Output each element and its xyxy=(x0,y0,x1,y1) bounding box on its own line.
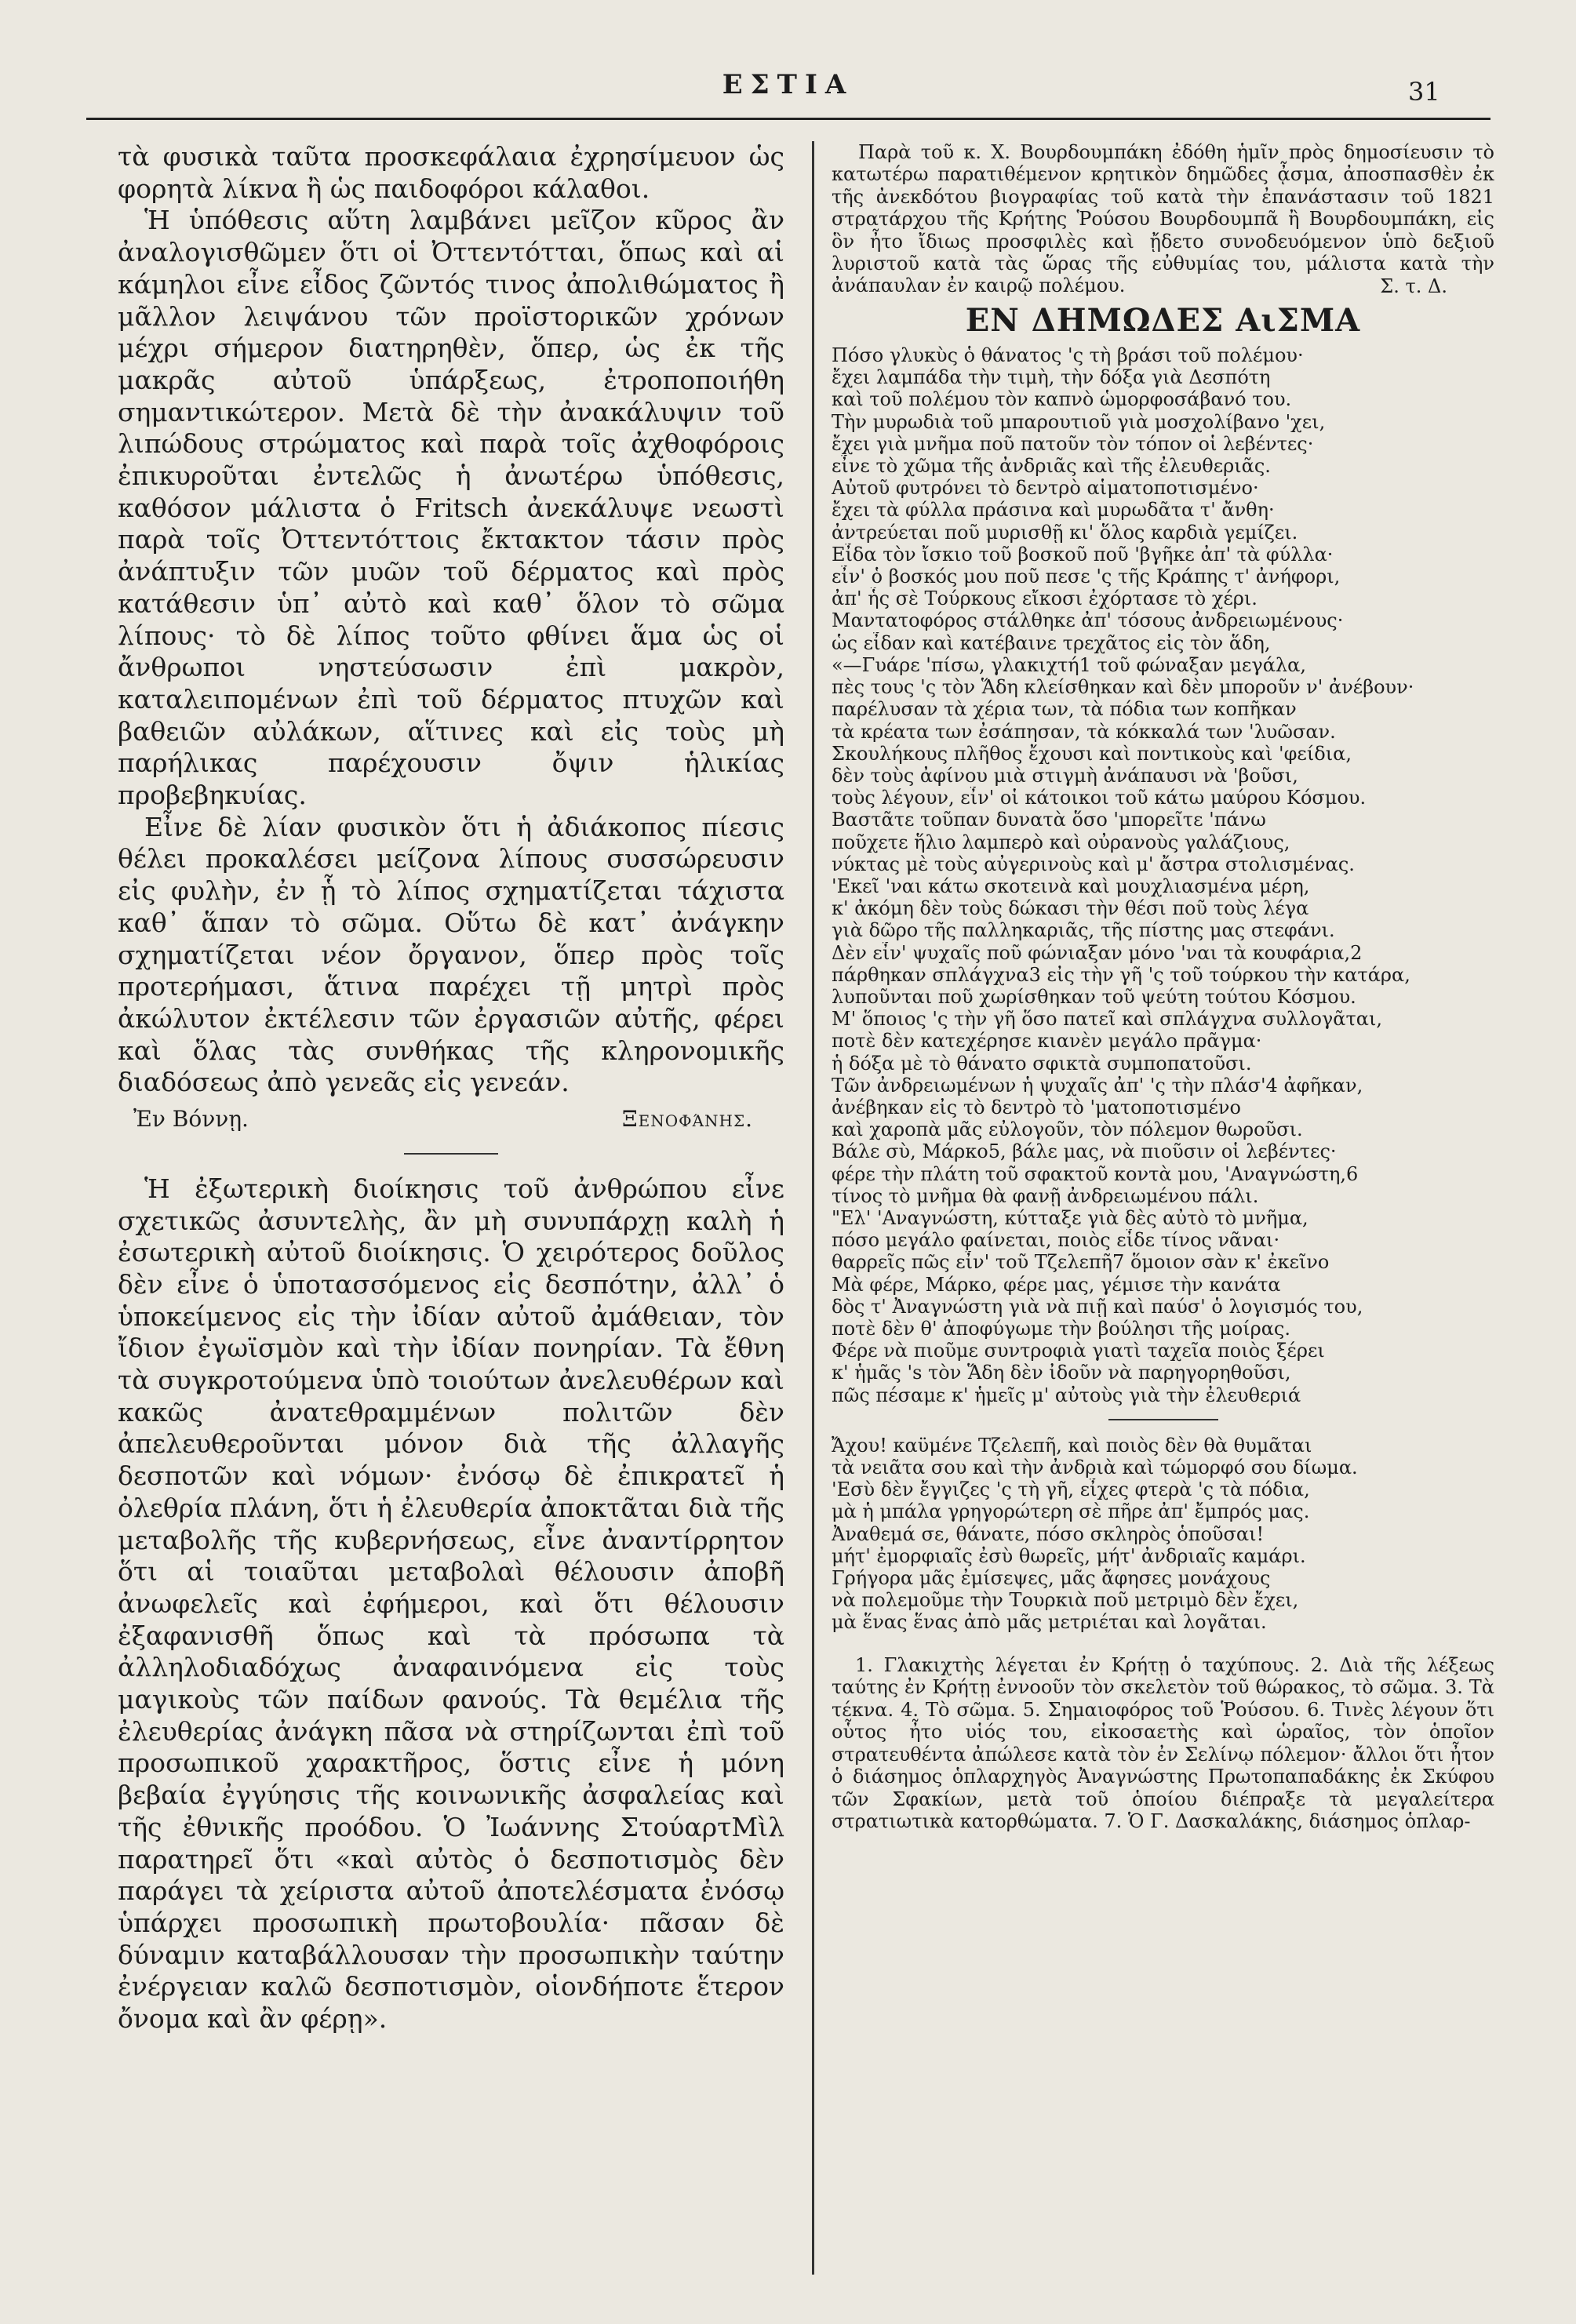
poem-line: Τῶν ἀνδρειωμένων ἡ ψυχαῖς ἀπ' 'ς τὴν πλάσ'4 ἀφῆκαν, xyxy=(832,1074,1363,1097)
poem-line: 'Εκεῖ 'ναι κάτω σκοτεινὰ καὶ μουχλιασμένα μέρη, xyxy=(832,875,1310,897)
poem-line: εἶν' ὁ βοσκός μου ποῦ πεσε 'ς τῆς Κράπης τ' ἀνήφορι, xyxy=(832,566,1341,588)
poem-line: Τὴν μυρωδιὰ τοῦ μπαρουτιοῦ γιὰ μοσχολίβανο 'χει, xyxy=(832,410,1326,433)
section-rule xyxy=(1108,1419,1218,1420)
header-rule xyxy=(86,118,1490,120)
article-paragraph: τὰ φυσικὰ ταῦτα προσκεφάλαια ἐχρησίμευον ὡς φορητὰ λίκνα ἢ ὡς παιδοφόροι κάλαθοι. xyxy=(118,141,784,204)
article-dateline xyxy=(118,1104,784,1136)
poem-line: νὰ πολεμοῦμε τὴν Τουρκιὰ ποῦ μετριμὸ δὲν ἔχει, xyxy=(832,1589,1299,1612)
poem-line: πόσο μεγάλο φαίνεται, ποιὸς εἶδε τίνος νᾶναι· xyxy=(832,1229,1280,1252)
poem-line: καὶ χαροπὰ μᾶς εὐλογοῦν, τὸν πόλεμον θωροῦσι. xyxy=(832,1118,1303,1141)
poem-line: πάρθηκαν σπλάγχνα3 εἰς τὴν γῆ 'ς τοῦ τούρκου τὴν κατάρα, xyxy=(832,963,1410,986)
poem-line: λυποῦνται ποῦ χωρίσθηκαν τοῦ ψεύτη τούτου Κόσμου. xyxy=(832,985,1356,1008)
poem-line: Μαντατοφόρος στάλθηκε ἀπ' τόσους ἀνδρειωμένους· xyxy=(832,609,1344,632)
poem-line: ὡς εἶδαν καὶ κατέβαινε τρεχᾶτος εἰς τὸν ἅδη, xyxy=(832,631,1271,654)
poem-line: τίνος τὸ μνῆμα θὰ φανῇ ἀνδρειωμένου πάλι. xyxy=(832,1184,1259,1207)
left-column xyxy=(118,141,784,2035)
poem-line: ἀνέβηκαν εἰς τὸ δεντρὸ τὸ 'ματοποτισμένο xyxy=(832,1096,1241,1118)
poem-line: ποτὲ δὲν θ' ἀποφύγωμε τὴν βούλησι τῆς μοίρας. xyxy=(832,1317,1290,1340)
poem-line: μὰ ἕνας ἕνας ἀπὸ μᾶς μετριέται καὶ λογᾶται. xyxy=(832,1611,1267,1634)
poem-line: Αὐτοῦ φυτρόνει τὸ δεντρὸ αἱματοποτισμένο· xyxy=(832,477,1259,500)
poem-title: ΕΝ ΔΗΜΩΔΕΣ ΑιΣΜΑ xyxy=(965,302,1361,340)
poem-line: τὰ κρέατα των ἐσάπησαν, τὰ κόκκαλά των 'λυῶσαν. xyxy=(832,720,1336,743)
poem-line: Γρήγορα μᾶς ἐμίσεψες, μᾶς ἄφησες μονάχους xyxy=(832,1567,1271,1590)
dateline-author: Ξενοφάνης. xyxy=(621,1106,753,1133)
poem-line: Βάλε σὺ, Μάρκο5, βάλε μας, νὰ πιοῦσιν οἱ λεβέντες· xyxy=(832,1140,1337,1163)
poem-line: φέρε τὴν πλάτη τοῦ σφακτοῦ κοντὰ μου, 'Αναγνώστη,6 xyxy=(832,1162,1359,1185)
poem-line: πῶς πέσαμε κ' ἡμεῖς μ' αὐτοὺς γιὰ τὴν ἐλευθεριά xyxy=(832,1384,1301,1406)
poem-line: μήτ' ἐμορφιαῖς ἐσὺ θωρεῖς, μήτ' ἀνδριαῖς καμάρι. xyxy=(832,1544,1306,1567)
poem-line: ποτὲ δὲν κατεχέρησε κιανὲν μεγάλο πρᾶγμα· xyxy=(832,1030,1262,1053)
dateline-place: Ἐν Βόννῃ. xyxy=(133,1106,249,1133)
poem-line: νύκτας μὲ τοὺς αὐγερινοὺς καὶ μ' ἄστρα στολισμένας. xyxy=(832,853,1355,875)
poem-line: πὲς τους 'ς τὸν Ἅδη κλείσθηκαν καὶ δὲν μποροῦν ν' ἀνέβουν· xyxy=(832,676,1414,699)
poem-line: Μὰ φέρε, Μάρκο, φέρε μας, γέμισε τὴν κανάτα xyxy=(832,1273,1281,1296)
poem-line: γιὰ δῶρο τῆς παλληκαριᾶς, τῆς πίστης μας στεφάνι. xyxy=(832,919,1335,942)
poem-line: ἔχει τὰ φύλλα πράσινα καὶ μυρωδᾶτα τ' ἄνθη· xyxy=(832,499,1275,522)
poem-line: Ἄχου! καϋμένε Τζελεπῆ, καὶ ποιὸς δὲν θὰ θυμᾶται xyxy=(832,1434,1312,1457)
poem-line: "Ελ' 'Αναγνώστη, κύτταξε γιὰ δὲς αὐτὸ τὸ μνῆμα, xyxy=(832,1206,1308,1229)
column-divider xyxy=(812,141,814,2275)
poem-line: τὰ νειᾶτα σου καὶ τὴν ἀνδριὰ καὶ τώμορφό σου δίωμα. xyxy=(832,1457,1358,1478)
poem-line: Φέρε νὰ πιοῦμε συντροφιὰ γιατὶ ταχεῖα ποιὸς ξέρει xyxy=(832,1340,1325,1362)
poem-line: καὶ τοῦ πολέμου τὸν καπνὸ ὡμορφοσάβανό του. xyxy=(832,388,1292,411)
footnotes xyxy=(832,1654,1494,1833)
article-paragraph: Ἡ ἐξωτερικὴ διοίκησις τοῦ ἀνθρώπου εἶνε σχετικῶς ἀσυντελὴς, ἂν μὴ συνυπάρχῃ καλὴ ἡ ἐσωτερικὴ αὐτοῦ διοίκησις. Ὁ χειρότερος δοῦλος δὲν εἶνε ὁ ὑποτασσόμενος εἰς δεσπότην, ἀλλ᾽ ὁ ὑποκείμενος εἰς τὴν ἰδίαν αὐτοῦ ἀμάθειαν, τὸν ἴδιον ἐγωϊσμὸν καὶ τὴν ἰδίαν πονηρίαν. Τὰ ἔθνη τὰ συγκροτούμενα ὑπὸ τοιούτων ἀνελευθέρων καὶ κακῶς ἀνατεθραμμένων πολιτῶν δὲν ἀπελευθεροῦνται μόνον διὰ τῆς ἀλλαγῆς δεσποτῶν καὶ νόμων· ἐνόσῳ δὲ ἐπικρατεῖ ἡ ὀλεθρία πλάνη, ὅτι ἡ ἐλευθερία ἀποκτᾶται διὰ τῆς μεταβολῆς τῆς κυβερνήσεως, εἶνε ἀναντίρρητον ὅτι αἱ τοιαῦται μεταβολαὶ θέλουσιν ἀποβῆ ἀνωφελεῖς καὶ ἐφήμεροι, καὶ ὅτι θέλουσιν ἐξαφανισθῆ ὅπως καὶ τὰ πρόσωπα τὰ ἀλληλοδιαδόχως ἀναφαινόμενα εἰς τοὺς μαγικοὺς τῶν παίδων φανούς. Τὰ θεμέλια τῆς ἐλευθερίας ἀνάγκη πᾶσα νὰ στηρίζωνται ἐπὶ τοῦ προσωπικοῦ χαρακτῆρος, ὅστις εἶνε ἡ μόνη βεβαία ἐγγύησις τῆς κοινωνικῆς ἀσφαλείας καὶ τῆς ἐθνικῆς προόδου. Ὁ Ἰωάννης ΣτούαρτΜὶλ παρατηρεῖ ὅτι «καὶ αὐτὸς ὁ δεσποτισμὸς δὲν παράγει τὰ χείριστα αὐτοῦ ἀποτελέσματα ἐνόσῳ ὑπάρχει προσωπικὴ πρωτοβουλία· πᾶσαν δὲ δύναμιν καταβάλλουσαν τὴν προσωπικὴν ταύτην ἐνέργειαν καλῶ δεσποτισμὸν, οἱονδήποτε ἕτερον ὄνομα καὶ ἂν φέρῃ». xyxy=(118,1173,784,2035)
poem-line: κ' ἀκόμη δὲν τοὺς δώκασι τὴν θέσι ποῦ τοὺς λέγα xyxy=(832,897,1309,920)
poem-line: κ' ἡμᾶς 's τὸν Ἅδη δὲν ἰδοῦν νὰ παρηγορηθοῦσι, xyxy=(832,1362,1291,1384)
editor-signature: Σ. τ. Δ. xyxy=(1380,275,1447,297)
poem-stanza xyxy=(832,344,1494,1406)
poem-line: ἡ δόξα μὲ τὸ θάνατο σφικτὰ συμποπατοῦσι. xyxy=(832,1052,1252,1075)
poem-line: εἶνε τὸ χῶμα τῆς ἀνδριᾶς καὶ τῆς ἐλευθεριᾶς. xyxy=(832,455,1271,478)
poem-line: Ἀναθεμά σε, θάνατε, πόσο σκληρὸς ὁποῦσαι! xyxy=(832,1522,1265,1545)
page-title: ΕΣΤΙΑ xyxy=(722,69,854,100)
poem-line: τοὺς λέγουν, εἶν' οἱ κάτοικοι τοῦ κάτω μαύρου Κόσμου. xyxy=(832,787,1367,809)
footnote-text: 1. Γλακιχτὴς λέγεται ἐν Κρήτῃ ὁ ταχύπους. 2. Διὰ τῆς λέξεως ταύτης ἐν Κρήτῃ ἐννοοῦν τὸν σκελετὸν τοῦ θώρακος, τὸ σῶμα. 3. Τὰ τέκνα. 4. Τὸ σῶμα. 5. Σημαιοφόρος τοῦ Ῥούσου. 6. Τινὲς λέγουν ὅτι οὗτος ἦτο υἱός του, εἰκοσαετὴς καὶ ὡραῖος, τὸν ὁποῖον στρατευθέντα ἀπώλεσε κατὰ τὸν ἐν Σελίνῳ πόλεμον· ἄλλοι ὅτι ἦτον ὁ διάσημος ὁπλαρχηγὸς Ἀναγνώστης Πρωτοπαπαδάκης ἐκ Σκύφου τῶν Σφακίων, μετὰ τοῦ ὁποίου διέπραξε τὰ μεγαλείτερα στρατιωτικὰ κατορθώματα. 7. Ὁ Γ. Δασκαλάκης, διάσημος ὁπλαρ- xyxy=(832,1653,1494,1833)
page-number: 31 xyxy=(1408,77,1440,107)
poem-line: θαρρεῖς πῶς εἶν' τοῦ Τζελεπῆ7 ὅμοιον σὰν κ' ἐκεῖνο xyxy=(832,1251,1330,1274)
article-paragraph: Εἶνε δὲ λίαν φυσικὸν ὅτι ἡ ἀδιάκοπος πίεσις θέλει προκαλέσει μείζονα λίπους συσσώρευσιν εἰς φυλὴν, ἐν ᾗ τὸ λίπος σχηματίζεται τάχιστα καθ᾽ ἅπαν τὸ σῶμα. Οὕτω δὲ κατ᾽ ἀνάγκην σχηματίζεται νέον ὄργανον, ὅπερ πρὸς τοῖς προτερήμασι, ἅτινα παρέχει τῇ μητρὶ πρὸς ἀκώλυτον ἐκτέλεσιν τῶν ἐργασιῶν αὐτῆς, φέρει καὶ ὅλας τὰς συνθήκας τῆς κληρονομικῆς διαδόσεως ἀπὸ γενεᾶς εἰς γενεάν. xyxy=(118,811,784,1098)
poem-line: μὰ ἡ μπάλα γρηγορώτερη σὲ πῆρε ἀπ' ἔμπρός μας. xyxy=(832,1500,1310,1523)
section-rule xyxy=(404,1153,498,1155)
poem-line: ἀντρεύεται ποῦ μυρισθῇ κι' ὅλος καρδιὰ γεμίζει. xyxy=(832,521,1298,544)
poem-line: 'Εσὺ δὲν ἔγγιζες 'ς τὴ γῆ, εἶχες φτερὰ 'ς τὰ πόδια, xyxy=(832,1478,1310,1501)
poem-stanza xyxy=(832,1435,1494,1634)
right-column xyxy=(832,141,1494,1833)
poem-line: «—Γυάρε 'πίσω, γλακιχτή1 τοῦ φώναξαν μεγάλα, xyxy=(832,653,1306,676)
poem-line: ἔχει γιὰ μνῆμα ποῦ πατοῦν τὸν τόπον οἱ λεβέντες· xyxy=(832,432,1314,455)
poem-line: Δὲν εἶν' ψυχαῖς ποῦ φώνιαξαν μόνο 'ναι τὰ κουφάρια,2 xyxy=(832,941,1363,964)
poem-line: ἔχει λαμπάδα τὴν τιμὴ, τὴν δόξα γιὰ Δεσπότη xyxy=(832,366,1271,389)
poem-line: δὸς τ' Ἀναγνώστη γιὰ νὰ πιῇ καὶ παύσ' ὁ λογισμός του, xyxy=(832,1295,1363,1318)
poem-line: Σκουλήκους πλῆθος ἔχουσι καὶ ποντικοὺς καὶ 'φείδια, xyxy=(832,742,1352,765)
poem-line: Βαστᾶτε τοῦπαν δυνατὰ ὅσο 'μπορεῖτε 'πάνω xyxy=(832,809,1266,831)
poem-line: Μ' ὅποιος 'ς τὴν γῆ ὅσο πατεῖ καὶ σπλάγχνα συλλογᾶται, xyxy=(832,1008,1382,1031)
poem-line: παρέλυσαν τὰ χέρια των, τὰ πόδια των κοπῆκαν xyxy=(832,698,1297,721)
poem-line: δὲν τοὺς ἀφίνου μιὰ στιγμὴ ἀνάπαυσι νὰ 'βοῦσι, xyxy=(832,764,1298,787)
poem-line: Πόσο γλυκὺς ὁ θάνατος 'ς τὴ βράσι τοῦ πολέμου· xyxy=(832,344,1304,367)
poem-line: Εἶδα τὸν ἴσκιο τοῦ βοσκοῦ ποῦ 'βγῆκε ἀπ' τὰ φύλλα· xyxy=(832,543,1334,566)
editor-note: Παρὰ τοῦ κ. Χ. Βουρδουμπάκη ἐδόθη ἡμῖν πρὸς δημοσίευσιν τὸ κατωτέρω παρατιθέμενον κρητικὸν δημῶδες ᾆσμα, ἀποσπασθὲν ἐκ τῆς ἀνεκδότου βιογραφίας τοῦ κατὰ τὴν ἐπανάστασιν τοῦ 1821 στρατάρχου τῆς Κρήτης Ῥούσου Βουρδουμπᾶ ἢ Βουρδουμπάκη, εἰς ὃν ἦτο ἴδιως προσφιλὲς καὶ ᾔδετο συνοδευόμενον ὑπὸ δεξιοῦ λυριστοῦ κατὰ τὰς ὥρας τῆς εὐθυμίας του, μάλιστα κατὰ τὴν ἀνάπαυλαν ἐν καιρῷ πολέμου. xyxy=(832,141,1494,297)
poem-line: ποῦχετε ἥλιο λαμπερὸ καὶ οὐρανοὺς γαλάζιους, xyxy=(832,831,1290,853)
article-paragraph: Ἡ ὑπόθεσις αὕτη λαμβάνει μεῖζον κῦρος ἂν ἀναλογισθῶμεν ὅτι οἱ Ὀττεντότται, ὅπως καὶ αἱ κάμηλοι εἶνε εἶδος ζῶντός τινος ἀπολιθώματος ἢ μᾶλλον λειψάνου τῶν προϊστορικῶν χρόνων μέχρι σήμερον διατηρηθὲν, ὅπερ, ὡς ἐκ τῆς μακρᾶς αὐτοῦ ὑπάρξεως, ἐτροποποιήθη σημαντικώτερον. Μετὰ δὲ τὴν ἀνακάλυψιν τοῦ λιπώδους στρώματος καὶ παρὰ τοῖς ἀχθοφόροις ἐπικυροῦται ἐντελῶς ἡ ἀνωτέρω ὑπόθεσις, καθόσον μάλιστα ὁ Fritsch ἀνεκάλυψε νεωστὶ παρὰ τοῖς Ὀττεντόττοις ἔκτακτον τάσιν πρὸς ἀνάπτυξιν τῶν μυῶν τοῦ δέρματος καὶ πρὸς κατάθεσιν ὑπ᾽ αὐτὸ καὶ καθ᾽ ὅλον τὸ σῶμα λίπους· τὸ δὲ λίπος τοῦτο φθίνει ἅμα ὡς οἱ ἄνθρωποι νηστεύσωσιν ἐπὶ μακρὸν, καταλειπομένων ἐπὶ τοῦ δέρματος πτυχῶν καὶ βαθειῶν αὐλάκων, αἵτινες καὶ εἰς τοὺς μὴ παρήλικας παρέχουσιν ὄψιν ἡλικίας προβεβηκυίας. xyxy=(118,205,784,811)
poem-line: ἀπ' ἧς σὲ Τούρκους εἴκοσι ἐχόρτασε τὸ χέρι. xyxy=(832,587,1258,610)
